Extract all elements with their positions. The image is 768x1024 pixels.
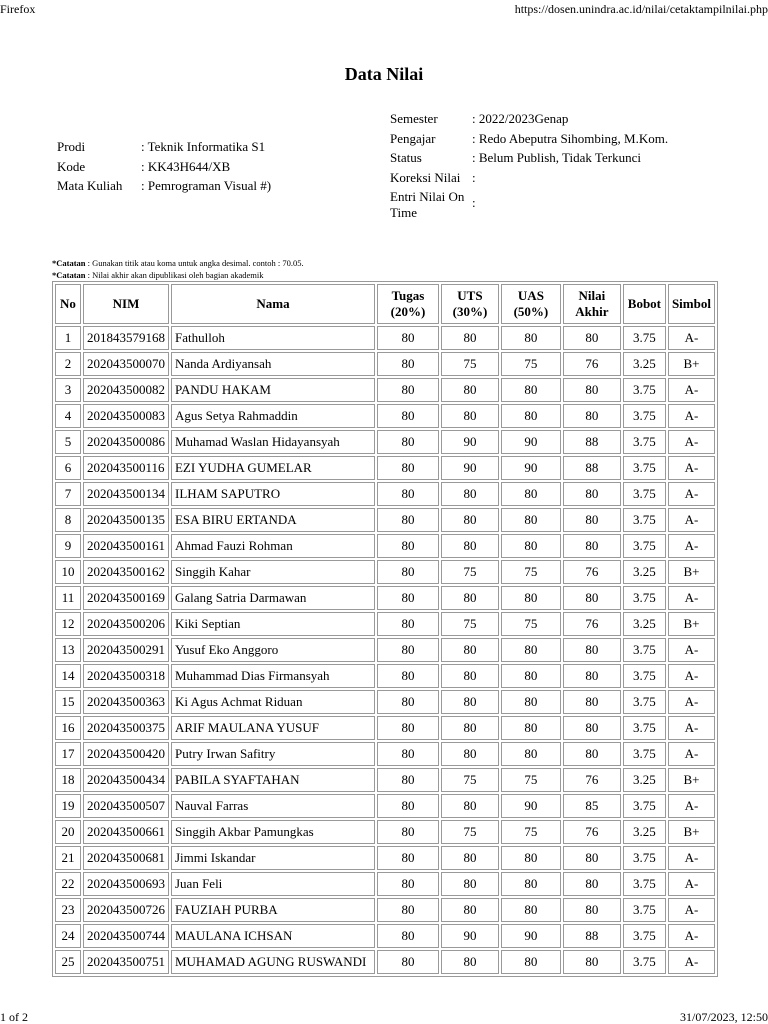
- cell-nilai-akhir: 76: [563, 560, 621, 584]
- table-row: [55, 690, 715, 714]
- cell-simbol: B+: [668, 820, 715, 844]
- table-row: [55, 820, 715, 844]
- cell-nilai-akhir: 80: [563, 404, 621, 428]
- table-row: [55, 430, 715, 454]
- cell-tugas: 80: [377, 950, 439, 974]
- cell-bobot: 3.75: [623, 846, 666, 870]
- cell-tugas: 80: [377, 534, 439, 558]
- cell-uts: 90: [441, 924, 499, 948]
- print-footer-page: 1 of 2: [0, 1010, 28, 1024]
- cell-nim: 202043500751: [83, 950, 169, 974]
- cell-uas: 80: [501, 664, 561, 688]
- cell-nilai-akhir: 80: [563, 716, 621, 740]
- table-row: [55, 924, 715, 948]
- cell-nilai-akhir: 80: [563, 898, 621, 922]
- cell-uts: 80: [441, 742, 499, 766]
- cell-uas: 80: [501, 482, 561, 506]
- cell-nim: 202043500363: [83, 690, 169, 714]
- table-row: [55, 404, 715, 428]
- cell-simbol: A-: [668, 898, 715, 922]
- table-row: [55, 846, 715, 870]
- cell-no: 5: [55, 430, 81, 454]
- cell-nilai-akhir: 76: [563, 768, 621, 792]
- table-row: [55, 742, 715, 766]
- cell-no: 7: [55, 482, 81, 506]
- cell-nim: 202043500162: [83, 560, 169, 584]
- cell-no: 23: [55, 898, 81, 922]
- table-row: [55, 794, 715, 818]
- semester-value: : 2022/2023Genap: [472, 111, 569, 126]
- cell-no: 19: [55, 794, 81, 818]
- table-row: [55, 508, 715, 532]
- cell-uas: 90: [501, 430, 561, 454]
- cell-no: 10: [55, 560, 81, 584]
- cell-nama: Jimmi Iskandar: [171, 846, 375, 870]
- col-nilai-akhir: Nilai Akhir: [563, 284, 621, 324]
- cell-uts: 80: [441, 638, 499, 662]
- cell-uas: 80: [501, 586, 561, 610]
- cell-nim: 202043500134: [83, 482, 169, 506]
- col-nim: NIM: [83, 284, 169, 324]
- cell-bobot: 3.75: [623, 326, 666, 350]
- grades-table: [52, 281, 718, 977]
- print-header-browser: Firefox: [0, 2, 36, 16]
- cell-nilai-akhir: 80: [563, 846, 621, 870]
- cell-tugas: 80: [377, 560, 439, 584]
- table-row: [55, 378, 715, 402]
- cell-nim: 202043500507: [83, 794, 169, 818]
- table-row: [55, 586, 715, 610]
- cell-simbol: A-: [668, 430, 715, 454]
- cell-uas: 80: [501, 326, 561, 350]
- cell-tugas: 80: [377, 352, 439, 376]
- cell-nim: 202043500116: [83, 456, 169, 480]
- cell-nama: Muhamad Waslan Hidayansyah: [171, 430, 375, 454]
- cell-tugas: 80: [377, 404, 439, 428]
- cell-simbol: A-: [668, 378, 715, 402]
- cell-nama: Nanda Ardiyansah: [171, 352, 375, 376]
- cell-bobot: 3.75: [623, 716, 666, 740]
- cell-nim: 202043500375: [83, 716, 169, 740]
- cell-bobot: 3.25: [623, 352, 666, 376]
- cell-tugas: 80: [377, 794, 439, 818]
- cell-bobot: 3.75: [623, 872, 666, 896]
- cell-nilai-akhir: 85: [563, 794, 621, 818]
- cell-uas: 75: [501, 612, 561, 636]
- cell-bobot: 3.75: [623, 898, 666, 922]
- cell-nim: 202043500161: [83, 534, 169, 558]
- cell-bobot: 3.75: [623, 534, 666, 558]
- col-no: No: [55, 284, 81, 324]
- cell-tugas: 80: [377, 326, 439, 350]
- cell-nama: Ahmad Fauzi Rohman: [171, 534, 375, 558]
- cell-tugas: 80: [377, 586, 439, 610]
- cell-tugas: 80: [377, 716, 439, 740]
- cell-uas: 80: [501, 508, 561, 532]
- cell-bobot: 3.25: [623, 612, 666, 636]
- cell-nama: Ki Agus Achmat Riduan: [171, 690, 375, 714]
- cell-no: 9: [55, 534, 81, 558]
- cell-uts: 75: [441, 612, 499, 636]
- cell-tugas: 80: [377, 430, 439, 454]
- cell-nilai-akhir: 88: [563, 456, 621, 480]
- prodi-value: : Teknik Informatika S1: [141, 139, 266, 154]
- cell-nama: Singgih Akbar Pamungkas: [171, 820, 375, 844]
- cell-nilai-akhir: 80: [563, 534, 621, 558]
- cell-nim: 202043500083: [83, 404, 169, 428]
- table-row: [55, 456, 715, 480]
- cell-nim: 202043500726: [83, 898, 169, 922]
- cell-no: 6: [55, 456, 81, 480]
- cell-simbol: A-: [668, 482, 715, 506]
- cell-no: 14: [55, 664, 81, 688]
- cell-tugas: 80: [377, 872, 439, 896]
- cell-nama: Nauval Farras: [171, 794, 375, 818]
- cell-nilai-akhir: 80: [563, 950, 621, 974]
- cell-no: 15: [55, 690, 81, 714]
- pengajar-label: Pengajar: [390, 130, 436, 146]
- cell-nim: 202043500434: [83, 768, 169, 792]
- cell-uts: 80: [441, 846, 499, 870]
- cell-simbol: A-: [668, 950, 715, 974]
- cell-no: 13: [55, 638, 81, 662]
- cell-nim: 202043500681: [83, 846, 169, 870]
- cell-bobot: 3.75: [623, 924, 666, 948]
- cell-uas: 80: [501, 378, 561, 402]
- cell-nama: Putry Irwan Safitry: [171, 742, 375, 766]
- cell-no: 21: [55, 846, 81, 870]
- cell-tugas: 80: [377, 924, 439, 948]
- koreksi-nilai-value: :: [472, 169, 476, 185]
- status-info: [390, 109, 668, 221]
- cell-no: 1: [55, 326, 81, 350]
- cell-bobot: 3.25: [623, 560, 666, 584]
- col-uts: UTS (30%): [441, 284, 499, 324]
- status-label: Status: [390, 150, 422, 165]
- cell-nim: 202043500082: [83, 378, 169, 402]
- cell-nilai-akhir: 80: [563, 690, 621, 714]
- cell-nilai-akhir: 80: [563, 508, 621, 532]
- status-value: : Belum Publish, Tidak Terkunci: [472, 150, 641, 165]
- koreksi-nilai-label: Koreksi Nilai: [390, 169, 461, 185]
- cell-uts: 80: [441, 950, 499, 974]
- cell-uas: 80: [501, 404, 561, 428]
- note-decimal: *Catatan : Gunakan titik atau koma untuk angka desimal. contoh : 70.05.: [52, 258, 304, 268]
- cell-nim: 202043500086: [83, 430, 169, 454]
- cell-uts: 80: [441, 794, 499, 818]
- cell-tugas: 80: [377, 482, 439, 506]
- cell-bobot: 3.25: [623, 768, 666, 792]
- cell-nilai-akhir: 80: [563, 326, 621, 350]
- cell-uas: 80: [501, 846, 561, 870]
- cell-uts: 75: [441, 820, 499, 844]
- cell-simbol: B+: [668, 612, 715, 636]
- cell-nilai-akhir: 76: [563, 820, 621, 844]
- cell-nama: EZI YUDHA GUMELAR: [171, 456, 375, 480]
- cell-nim: 202043500135: [83, 508, 169, 532]
- cell-nim: 202043500206: [83, 612, 169, 636]
- cell-uts: 80: [441, 482, 499, 506]
- cell-uas: 90: [501, 924, 561, 948]
- cell-uas: 75: [501, 820, 561, 844]
- cell-bobot: 3.75: [623, 508, 666, 532]
- cell-simbol: A-: [668, 638, 715, 662]
- entri-nilai-value: :: [472, 195, 476, 210]
- cell-uas: 80: [501, 898, 561, 922]
- cell-uts: 75: [441, 352, 499, 376]
- cell-nim: 202043500661: [83, 820, 169, 844]
- cell-nim: 202043500420: [83, 742, 169, 766]
- pengajar-value: : Redo Abeputra Sihombing, M.Kom.: [472, 130, 669, 146]
- cell-tugas: 80: [377, 378, 439, 402]
- cell-nilai-akhir: 88: [563, 924, 621, 948]
- cell-no: 22: [55, 872, 81, 896]
- cell-uas: 90: [501, 794, 561, 818]
- cell-tugas: 80: [377, 612, 439, 636]
- cell-uts: 80: [441, 586, 499, 610]
- cell-nama: Kiki Septian: [171, 612, 375, 636]
- course-info: [57, 137, 271, 196]
- cell-nilai-akhir: 80: [563, 638, 621, 662]
- kode-value: : KK43H644/XB: [141, 158, 231, 174]
- cell-nama: Galang Satria Darmawan: [171, 586, 375, 610]
- cell-simbol: A-: [668, 872, 715, 896]
- cell-tugas: 80: [377, 742, 439, 766]
- cell-uas: 80: [501, 638, 561, 662]
- grades-body: [55, 326, 715, 974]
- cell-uas: 80: [501, 716, 561, 740]
- cell-simbol: A-: [668, 924, 715, 948]
- cell-no: 17: [55, 742, 81, 766]
- cell-uas: 90: [501, 456, 561, 480]
- cell-nilai-akhir: 80: [563, 664, 621, 688]
- cell-uts: 80: [441, 716, 499, 740]
- cell-tugas: 80: [377, 768, 439, 792]
- cell-tugas: 80: [377, 664, 439, 688]
- mata-kuliah-value: : Pemrograman Visual #): [141, 178, 272, 193]
- cell-no: 24: [55, 924, 81, 948]
- cell-bobot: 3.75: [623, 950, 666, 974]
- cell-tugas: 80: [377, 456, 439, 480]
- cell-simbol: A-: [668, 586, 715, 610]
- cell-nilai-akhir: 80: [563, 742, 621, 766]
- cell-simbol: A-: [668, 404, 715, 428]
- cell-uts: 80: [441, 872, 499, 896]
- cell-nilai-akhir: 80: [563, 872, 621, 896]
- cell-simbol: A-: [668, 690, 715, 714]
- cell-uts: 80: [441, 898, 499, 922]
- print-footer-datetime: 31/07/2023, 12:50: [679, 1010, 768, 1024]
- cell-no: 16: [55, 716, 81, 740]
- cell-uts: 90: [441, 456, 499, 480]
- note-publish: *Catatan : Nilai akhir akan dipublikasi oleh bagian akademik: [52, 270, 264, 280]
- cell-simbol: A-: [668, 742, 715, 766]
- cell-simbol: B+: [668, 560, 715, 584]
- cell-nilai-akhir: 80: [563, 586, 621, 610]
- cell-no: 11: [55, 586, 81, 610]
- cell-no: 25: [55, 950, 81, 974]
- cell-bobot: 3.75: [623, 742, 666, 766]
- cell-nama: Fathulloh: [171, 326, 375, 350]
- cell-tugas: 80: [377, 898, 439, 922]
- table-row: [55, 482, 715, 506]
- cell-nim: 202043500318: [83, 664, 169, 688]
- page-title: Data Nilai: [344, 64, 424, 84]
- cell-no: 2: [55, 352, 81, 376]
- table-row: [55, 898, 715, 922]
- table-row: [55, 768, 715, 792]
- cell-uas: 75: [501, 768, 561, 792]
- table-row: [55, 950, 715, 974]
- cell-simbol: A-: [668, 664, 715, 688]
- cell-nama: Singgih Kahar: [171, 560, 375, 584]
- cell-nilai-akhir: 76: [563, 612, 621, 636]
- cell-nilai-akhir: 76: [563, 352, 621, 376]
- cell-nim: 202043500693: [83, 872, 169, 896]
- cell-nim: 202043500070: [83, 352, 169, 376]
- cell-uas: 80: [501, 872, 561, 896]
- cell-uts: 75: [441, 768, 499, 792]
- table-row: [55, 664, 715, 688]
- cell-no: 20: [55, 820, 81, 844]
- cell-tugas: 80: [377, 820, 439, 844]
- cell-nilai-akhir: 80: [563, 482, 621, 506]
- cell-no: 12: [55, 612, 81, 636]
- cell-nama: MUHAMAD AGUNG RUSWANDI: [171, 950, 375, 974]
- cell-bobot: 3.75: [623, 794, 666, 818]
- entri-nilai-label: Entri Nilai On Time: [390, 189, 465, 220]
- cell-nilai-akhir: 80: [563, 378, 621, 402]
- cell-bobot: 3.75: [623, 664, 666, 688]
- cell-bobot: 3.75: [623, 638, 666, 662]
- cell-nim: 202043500744: [83, 924, 169, 948]
- table-row: [55, 326, 715, 350]
- cell-nim: 202043500291: [83, 638, 169, 662]
- cell-simbol: A-: [668, 534, 715, 558]
- col-tugas: Tugas (20%): [377, 284, 439, 324]
- cell-uts: 80: [441, 534, 499, 558]
- cell-uts: 80: [441, 404, 499, 428]
- cell-nilai-akhir: 88: [563, 430, 621, 454]
- cell-nama: ILHAM SAPUTRO: [171, 482, 375, 506]
- table-row: [55, 716, 715, 740]
- cell-bobot: 3.75: [623, 456, 666, 480]
- cell-tugas: 80: [377, 508, 439, 532]
- table-row: [55, 560, 715, 584]
- cell-nama: ARIF MAULANA YUSUF: [171, 716, 375, 740]
- cell-nama: Juan Feli: [171, 872, 375, 896]
- cell-bobot: 3.25: [623, 820, 666, 844]
- cell-bobot: 3.75: [623, 404, 666, 428]
- col-bobot: Bobot: [623, 284, 666, 324]
- cell-no: 18: [55, 768, 81, 792]
- mata-kuliah-label: Mata Kuliah: [57, 178, 123, 193]
- col-nama: Nama: [171, 284, 375, 324]
- cell-uas: 80: [501, 742, 561, 766]
- cell-bobot: 3.75: [623, 586, 666, 610]
- cell-uas: 75: [501, 352, 561, 376]
- table-row: [55, 534, 715, 558]
- cell-nama: Muhammad Dias Firmansyah: [171, 664, 375, 688]
- cell-bobot: 3.75: [623, 378, 666, 402]
- cell-simbol: A-: [668, 508, 715, 532]
- table-row: [55, 612, 715, 636]
- table-row: [55, 638, 715, 662]
- cell-uts: 80: [441, 378, 499, 402]
- cell-nama: FAUZIAH PURBA: [171, 898, 375, 922]
- cell-nama: ESA BIRU ERTANDA: [171, 508, 375, 532]
- cell-simbol: A-: [668, 326, 715, 350]
- cell-simbol: A-: [668, 846, 715, 870]
- prodi-label: Prodi: [57, 139, 86, 154]
- cell-uts: 75: [441, 560, 499, 584]
- table-row: [55, 872, 715, 896]
- cell-no: 3: [55, 378, 81, 402]
- cell-simbol: A-: [668, 716, 715, 740]
- cell-tugas: 80: [377, 638, 439, 662]
- cell-tugas: 80: [377, 690, 439, 714]
- col-simbol: Simbol: [668, 284, 715, 324]
- cell-no: 4: [55, 404, 81, 428]
- cell-uts: 80: [441, 664, 499, 688]
- cell-bobot: 3.75: [623, 430, 666, 454]
- cell-nama: Yusuf Eko Anggoro: [171, 638, 375, 662]
- cell-uas: 80: [501, 534, 561, 558]
- print-header-url: https://dosen.unindra.ac.id/nilai/cetaktampilnilai.php: [514, 2, 768, 16]
- cell-uts: 80: [441, 508, 499, 532]
- grades-header-row: [55, 284, 715, 324]
- cell-nama: PABILA SYAFTAHAN: [171, 768, 375, 792]
- cell-bobot: 3.75: [623, 690, 666, 714]
- cell-bobot: 3.75: [623, 482, 666, 506]
- cell-nim: 202043500169: [83, 586, 169, 610]
- cell-uts: 90: [441, 430, 499, 454]
- cell-nama: Agus Setya Rahmaddin: [171, 404, 375, 428]
- cell-simbol: B+: [668, 352, 715, 376]
- col-uas: UAS (50%): [501, 284, 561, 324]
- cell-uts: 80: [441, 326, 499, 350]
- notes: [52, 257, 304, 281]
- cell-uas: 75: [501, 560, 561, 584]
- cell-nama: MAULANA ICHSAN: [171, 924, 375, 948]
- cell-uas: 80: [501, 950, 561, 974]
- table-row: [55, 352, 715, 376]
- semester-label: Semester: [390, 111, 438, 126]
- cell-simbol: B+: [668, 768, 715, 792]
- cell-uts: 80: [441, 690, 499, 714]
- cell-uas: 80: [501, 690, 561, 714]
- cell-nama: PANDU HAKAM: [171, 378, 375, 402]
- cell-simbol: A-: [668, 456, 715, 480]
- cell-nim: 201843579168: [83, 326, 169, 350]
- kode-label: Kode: [57, 158, 86, 174]
- cell-tugas: 80: [377, 846, 439, 870]
- cell-simbol: A-: [668, 794, 715, 818]
- cell-no: 8: [55, 508, 81, 532]
